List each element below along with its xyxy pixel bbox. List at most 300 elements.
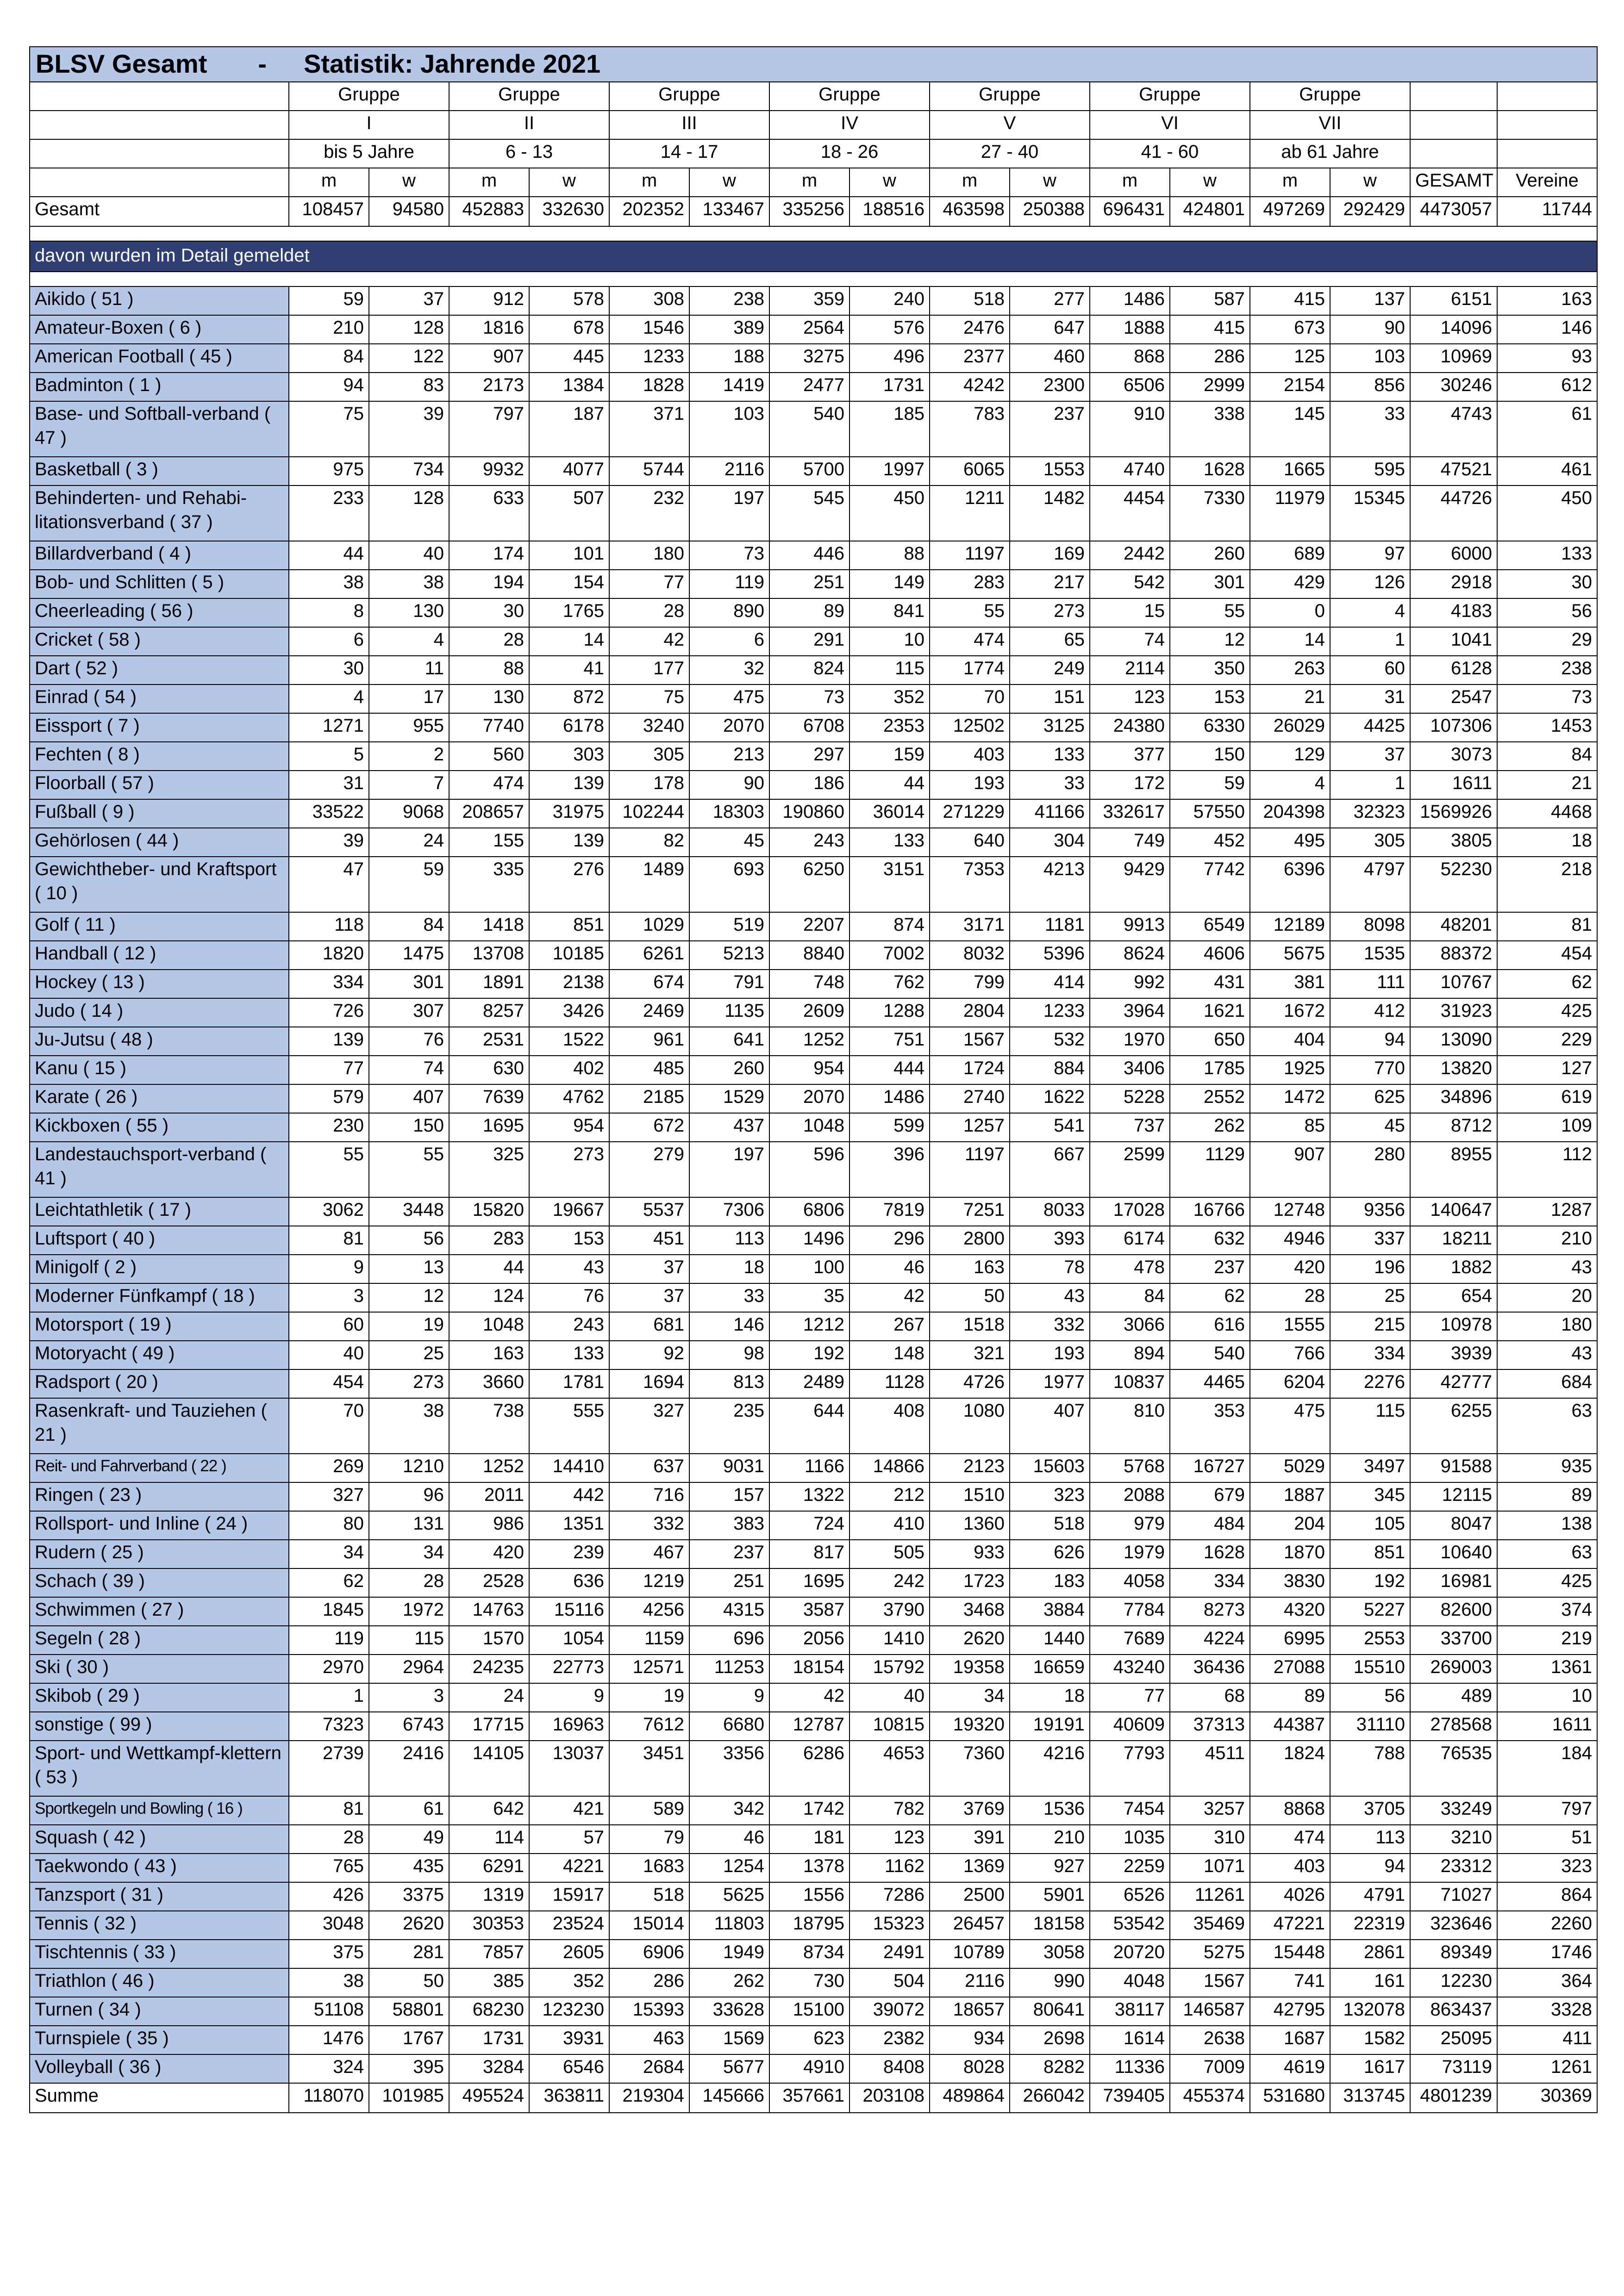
table-cell: 414 (1010, 970, 1090, 998)
table-cell: 696 (689, 1626, 769, 1655)
table-cell: 68230 (449, 1997, 529, 2026)
table-cell: 748 (769, 970, 849, 998)
table-cell: 240 (849, 286, 930, 315)
table-cell: 112 (1497, 1142, 1597, 1197)
table-cell: 3275 (769, 344, 849, 373)
table-cell: 751 (849, 1027, 930, 1056)
sport-name: Floorball ( 57 ) (30, 771, 289, 799)
table-cell: 1054 (529, 1626, 609, 1655)
table-cell: 24 (449, 1683, 529, 1712)
total-value: 202352 (609, 197, 689, 226)
table-cell: 507 (529, 485, 609, 541)
table-cell: 115 (849, 656, 930, 684)
table-cell: 954 (529, 1113, 609, 1142)
table-cell: 43 (1497, 1341, 1597, 1369)
table-cell: 115 (369, 1626, 449, 1655)
table-cell: 907 (1250, 1142, 1330, 1197)
table-cell: 6204 (1250, 1369, 1330, 1398)
table-cell: 1440 (1010, 1626, 1090, 1655)
table-cell: 1 (1330, 627, 1410, 656)
table-cell: 374 (1497, 1597, 1597, 1626)
table-cell: 286 (609, 1968, 689, 1997)
table-cell: 3660 (449, 1369, 529, 1398)
table-cell: 6 (689, 627, 769, 656)
table-row (30, 485, 1597, 541)
header-blank (1497, 139, 1597, 168)
table-cell: 2377 (930, 344, 1010, 373)
table-cell: 863437 (1410, 1997, 1497, 2026)
table-cell: 4511 (1170, 1741, 1250, 1796)
table-cell: 4726 (930, 1369, 1010, 1398)
table-cell: 451 (609, 1226, 689, 1255)
table-cell: 73119 (1410, 2054, 1497, 2083)
table-cell: 4183 (1410, 598, 1497, 627)
table-row (30, 286, 1597, 315)
table-cell: 332 (609, 1511, 689, 1540)
table-cell: 2804 (930, 998, 1010, 1027)
table-cell: 3375 (369, 1882, 449, 1911)
table-cell: 38 (289, 570, 369, 598)
table-cell: 39 (289, 828, 369, 857)
table-cell: 474 (449, 771, 529, 799)
table-cell: 7306 (689, 1197, 769, 1226)
table-cell: 737 (1090, 1113, 1170, 1142)
table-cell: 1979 (1090, 1540, 1170, 1568)
table-cell: 625 (1330, 1084, 1410, 1113)
table-cell: 80 (289, 1511, 369, 1540)
table-cell: 75 (289, 401, 369, 457)
table-cell: 242 (849, 1568, 930, 1597)
table-cell: 3151 (849, 857, 930, 912)
table-cell: 431 (1170, 970, 1250, 998)
table-cell: 12230 (1410, 1968, 1497, 1997)
table-cell: 12502 (930, 713, 1010, 742)
table-cell: 129 (1250, 742, 1330, 771)
table-cell: 403 (930, 742, 1010, 771)
table-cell: 3451 (609, 1741, 689, 1796)
sport-name: Tischtennis ( 33 ) (30, 1940, 289, 1968)
table-row (30, 656, 1597, 684)
table-cell: 139 (529, 771, 609, 799)
table-cell: 352 (849, 684, 930, 713)
table-cell: 10969 (1410, 344, 1497, 373)
table-cell: 395 (369, 2054, 449, 2083)
table-cell: 1569926 (1410, 799, 1497, 828)
table-cell: 28 (369, 1568, 449, 1597)
table-cell: 18154 (769, 1655, 849, 1683)
group-label: Gruppe (769, 82, 930, 111)
table-row (30, 1312, 1597, 1341)
table-cell: 3468 (930, 1597, 1010, 1626)
table-cell: 9031 (689, 1454, 769, 1482)
table-cell: 381 (1250, 970, 1330, 998)
table-cell: 3406 (1090, 1056, 1170, 1084)
table-cell: 243 (769, 828, 849, 857)
table-cell: 4026 (1250, 1882, 1330, 1911)
gender-w: w (529, 168, 609, 197)
table-cell: 1694 (609, 1369, 689, 1398)
table-cell: 119 (289, 1626, 369, 1655)
table-cell: 19320 (930, 1712, 1010, 1741)
table-cell: 16727 (1170, 1454, 1250, 1482)
table-row (30, 1712, 1597, 1741)
table-cell: 128 (369, 485, 449, 541)
table-cell: 98 (689, 1341, 769, 1369)
table-cell: 45 (1330, 1113, 1410, 1142)
table-cell: 435 (369, 1854, 449, 1882)
table-cell: 420 (449, 1540, 529, 1568)
table-cell: 934 (930, 2026, 1010, 2054)
table-cell: 872 (529, 684, 609, 713)
table-cell: 37313 (1170, 1712, 1250, 1741)
table-cell: 51108 (289, 1997, 369, 2026)
table-cell: 2609 (769, 998, 849, 1027)
table-cell: 1536 (1010, 1796, 1090, 1825)
table-cell: 1181 (1010, 912, 1090, 941)
table-cell: 31923 (1410, 998, 1497, 1027)
table-cell: 219 (1497, 1626, 1597, 1655)
table-cell: 4256 (609, 1597, 689, 1626)
table-cell: 2999 (1170, 373, 1250, 401)
table-cell: 13 (369, 1255, 449, 1283)
table-cell: 137 (1330, 286, 1410, 315)
group-roman: VII (1250, 111, 1410, 139)
table-cell: 679 (1170, 1482, 1250, 1511)
table-cell: 15917 (529, 1882, 609, 1911)
table-cell: 407 (369, 1084, 449, 1113)
table-cell: 238 (689, 286, 769, 315)
table-cell: 1041 (1410, 627, 1497, 656)
sport-name: Aikido ( 51 ) (30, 286, 289, 315)
table-row (30, 1283, 1597, 1312)
table-cell: 8624 (1090, 941, 1170, 970)
table-cell: 519 (689, 912, 769, 941)
sport-name: Fechten ( 8 ) (30, 742, 289, 771)
table-cell: 5625 (689, 1882, 769, 1911)
table-cell: 3066 (1090, 1312, 1170, 1341)
table-cell: 1287 (1497, 1197, 1597, 1226)
sport-name: Motorsport ( 19 ) (30, 1312, 289, 1341)
table-row (30, 1113, 1597, 1142)
table-cell: 308 (609, 286, 689, 315)
gender-w: w (369, 168, 449, 197)
table-cell: 2605 (529, 1940, 609, 1968)
table-cell: 7330 (1170, 485, 1250, 541)
table-cell: 1159 (609, 1626, 689, 1655)
total-label: Gesamt (30, 197, 289, 226)
table-cell: 29 (1497, 627, 1597, 656)
header-row-gender (30, 168, 1597, 197)
table-cell: 992 (1090, 970, 1170, 998)
table-cell: 12 (1170, 627, 1250, 656)
table-cell: 332617 (1090, 799, 1170, 828)
sport-name: Radsport ( 20 ) (30, 1369, 289, 1398)
table-cell: 233 (289, 485, 369, 541)
sport-name: Badminton ( 1 ) (30, 373, 289, 401)
table-cell: 18303 (689, 799, 769, 828)
table-cell: 15323 (849, 1911, 930, 1940)
table-cell: 53542 (1090, 1911, 1170, 1940)
table-cell: 8273 (1170, 1597, 1250, 1626)
table-cell: 3328 (1497, 1997, 1597, 2026)
table-cell: 3073 (1410, 742, 1497, 771)
table-row (30, 1482, 1597, 1511)
table-cell: 89 (769, 598, 849, 627)
table-cell: 47221 (1250, 1911, 1330, 1940)
table-cell: 237 (689, 1540, 769, 1568)
table-cell: 674 (609, 970, 689, 998)
group-age-range: 6 - 13 (449, 139, 609, 168)
table-row (30, 1997, 1597, 2026)
table-cell: 1048 (769, 1113, 849, 1142)
total-value: 94580 (369, 197, 449, 226)
table-cell: 1482 (1010, 485, 1090, 541)
table-cell: 2088 (1090, 1482, 1170, 1511)
table-cell: 542 (1090, 570, 1170, 598)
table-row (30, 912, 1597, 941)
group-age-range: bis 5 Jahre (289, 139, 449, 168)
table-cell: 1882 (1410, 1255, 1497, 1283)
table-cell: 263 (1250, 656, 1330, 684)
group-label: Gruppe (1090, 82, 1250, 111)
table-cell: 6286 (769, 1741, 849, 1796)
table-cell: 237 (1010, 401, 1090, 457)
table-cell: 7251 (930, 1197, 1010, 1226)
sport-name: sonstige ( 99 ) (30, 1712, 289, 1741)
table-cell: 133 (529, 1341, 609, 1369)
sport-name: Skibob ( 29 ) (30, 1683, 289, 1712)
table-cell: 210 (289, 315, 369, 344)
table-cell: 1695 (769, 1568, 849, 1597)
sport-name: Gehörlosen ( 44 ) (30, 828, 289, 857)
table-cell: 2154 (1250, 373, 1330, 401)
table-cell: 49 (369, 1825, 449, 1854)
table-cell: 10815 (849, 1712, 930, 1741)
table-cell: 262 (689, 1968, 769, 1997)
table-cell: 496 (849, 344, 930, 373)
table-cell: 1724 (930, 1056, 1010, 1084)
table-row (30, 401, 1597, 457)
table-row (30, 771, 1597, 799)
table-cell: 7286 (849, 1882, 930, 1911)
sum-value: 266042 (1010, 2083, 1090, 2113)
sport-name: Kanu ( 15 ) (30, 1056, 289, 1084)
table-cell: 130 (449, 684, 529, 713)
table-cell: 37 (1330, 742, 1410, 771)
table-cell: 7323 (289, 1712, 369, 1741)
table-cell: 180 (1497, 1312, 1597, 1341)
table-cell: 8868 (1250, 1796, 1330, 1825)
table-cell: 25 (369, 1341, 449, 1369)
table-cell: 1628 (1170, 1540, 1250, 1568)
table-cell: 576 (849, 315, 930, 344)
table-cell: 8257 (449, 998, 529, 1027)
table-cell: 1731 (849, 373, 930, 401)
table-cell: 19 (369, 1312, 449, 1341)
sport-name: Rudern ( 25 ) (30, 1540, 289, 1568)
table-cell: 2114 (1090, 656, 1170, 684)
table-cell: 1510 (930, 1482, 1010, 1511)
table-cell: 33700 (1410, 1626, 1497, 1655)
table-cell: 33249 (1410, 1796, 1497, 1825)
table-cell: 94 (1330, 1854, 1410, 1882)
table-cell: 460 (1010, 344, 1090, 373)
table-cell: 278568 (1410, 1712, 1497, 1741)
sport-name: Minigolf ( 2 ) (30, 1255, 289, 1283)
table-cell: 18 (689, 1255, 769, 1283)
table-cell: 204 (1250, 1511, 1330, 1540)
table-cell: 636 (529, 1568, 609, 1597)
table-cell: 429 (1250, 570, 1330, 598)
sport-name: Kickboxen ( 55 ) (30, 1113, 289, 1142)
table-cell: 68 (1170, 1683, 1250, 1712)
table-cell: 163 (449, 1341, 529, 1369)
table-cell: 172 (1090, 771, 1170, 799)
table-cell: 1475 (369, 941, 449, 970)
table-cell: 1029 (609, 912, 689, 941)
table-cell: 1888 (1090, 315, 1170, 344)
total-value: 497269 (1250, 197, 1330, 226)
sport-name: Ju-Jutsu ( 48 ) (30, 1027, 289, 1056)
table-cell: 415 (1250, 286, 1330, 315)
spacer (30, 226, 1597, 241)
table-cell: 43240 (1090, 1655, 1170, 1683)
table-cell: 1518 (930, 1312, 1010, 1341)
table-cell: 810 (1090, 1398, 1170, 1454)
table-cell: 4216 (1010, 1741, 1090, 1796)
table-cell: 1614 (1090, 2026, 1170, 2054)
table-cell: 2260 (1497, 1911, 1597, 1940)
table-cell: 10 (849, 627, 930, 656)
table-cell: 407 (1010, 1398, 1090, 1454)
table-cell: 148 (849, 1341, 930, 1369)
table-cell: 2138 (529, 970, 609, 998)
table-cell: 7740 (449, 713, 529, 742)
table-cell: 412 (1330, 998, 1410, 1027)
table-cell: 94 (1330, 1027, 1410, 1056)
table-cell: 15116 (529, 1597, 609, 1626)
sport-name: Billardverband ( 4 ) (30, 541, 289, 570)
table-cell: 766 (1250, 1341, 1330, 1369)
table-cell: 55 (1170, 598, 1250, 627)
table-cell: 19 (609, 1683, 689, 1712)
table-cell: 371 (609, 401, 689, 457)
gender-w: w (849, 168, 930, 197)
sport-name: Luftsport ( 40 ) (30, 1226, 289, 1255)
table-cell: 385 (449, 1968, 529, 1997)
table-cell: 5675 (1250, 941, 1330, 970)
gender-m: m (1090, 168, 1170, 197)
table-cell: 9356 (1330, 1197, 1410, 1226)
table-cell: 864 (1497, 1882, 1597, 1911)
table-cell: 283 (449, 1226, 529, 1255)
table-cell: 3257 (1170, 1796, 1250, 1825)
table-cell: 118 (289, 912, 369, 941)
sport-name: Landestauchsport-verband ( 41 ) (30, 1142, 289, 1197)
table-cell: 1555 (1250, 1312, 1330, 1341)
table-cell: 8028 (930, 2054, 1010, 2083)
table-cell: 37 (609, 1283, 689, 1312)
table-cell: 6549 (1170, 912, 1250, 941)
table-cell: 73 (689, 541, 769, 570)
table-cell: 42795 (1250, 1997, 1330, 2026)
table-row (30, 541, 1597, 570)
table-cell: 11 (369, 656, 449, 684)
table-cell: 334 (1330, 1341, 1410, 1369)
table-cell: 1219 (609, 1568, 689, 1597)
table-cell: 1271 (289, 713, 369, 742)
table-cell: 33 (689, 1283, 769, 1312)
table-cell: 927 (1010, 1854, 1090, 1882)
table-cell: 251 (769, 570, 849, 598)
table-cell: 41166 (1010, 799, 1090, 828)
table-cell: 185 (849, 401, 930, 457)
table-cell: 19358 (930, 1655, 1010, 1683)
table-cell: 505 (849, 1540, 930, 1568)
header-blank (30, 111, 289, 139)
table-cell: 1361 (1497, 1655, 1597, 1683)
table-cell: 276 (529, 857, 609, 912)
table-cell: 61 (369, 1796, 449, 1825)
total-value: 424801 (1170, 197, 1250, 226)
table-cell: 693 (689, 857, 769, 912)
table-cell: 74 (369, 1056, 449, 1084)
table-cell: 58801 (369, 1997, 449, 2026)
table-cell: 28 (449, 627, 529, 656)
table-cell: 8282 (1010, 2054, 1090, 2083)
table-cell: 1845 (289, 1597, 369, 1626)
table-cell: 6506 (1090, 373, 1170, 401)
table-cell: 1742 (769, 1796, 849, 1825)
table-cell: 518 (1010, 1511, 1090, 1540)
table-cell: 599 (849, 1113, 930, 1142)
table-cell: 2620 (930, 1626, 1010, 1655)
sport-name: Squash ( 42 ) (30, 1825, 289, 1854)
table-cell: 1496 (769, 1226, 849, 1255)
sum-value: 145666 (689, 2083, 769, 2113)
table-cell: 22319 (1330, 1911, 1410, 1940)
gender-w: w (1010, 168, 1090, 197)
table-cell: 9 (529, 1683, 609, 1712)
title-right: Statistik: Jahrende 2021 (304, 49, 601, 78)
table-cell: 251 (689, 1568, 769, 1597)
table-cell: 630 (449, 1056, 529, 1084)
table-cell: 7002 (849, 941, 930, 970)
table-cell: 235 (689, 1398, 769, 1454)
table-cell: 212 (849, 1482, 930, 1511)
table-cell: 4 (1330, 598, 1410, 627)
table-cell: 1453 (1497, 713, 1597, 742)
table-cell: 5700 (769, 457, 849, 485)
table-cell: 518 (930, 286, 1010, 315)
group-age-range: 14 - 17 (609, 139, 769, 168)
table-cell: 301 (1170, 570, 1250, 598)
table-cell: 437 (689, 1113, 769, 1142)
table-cell: 74 (1090, 627, 1170, 656)
table-cell: 2416 (369, 1741, 449, 1796)
header-blank (30, 82, 289, 111)
table-row (30, 373, 1597, 401)
group-roman: II (449, 111, 609, 139)
table-cell: 35 (769, 1283, 849, 1312)
table-cell: 14410 (529, 1454, 609, 1482)
table-cell: 323646 (1410, 1911, 1497, 1940)
table-cell: 92 (609, 1341, 689, 1369)
table-cell: 353 (1170, 1398, 1250, 1454)
table-cell: 1351 (529, 1511, 609, 1540)
table-cell: 161 (1330, 1968, 1410, 1997)
table-cell: 15448 (1250, 1940, 1330, 1968)
